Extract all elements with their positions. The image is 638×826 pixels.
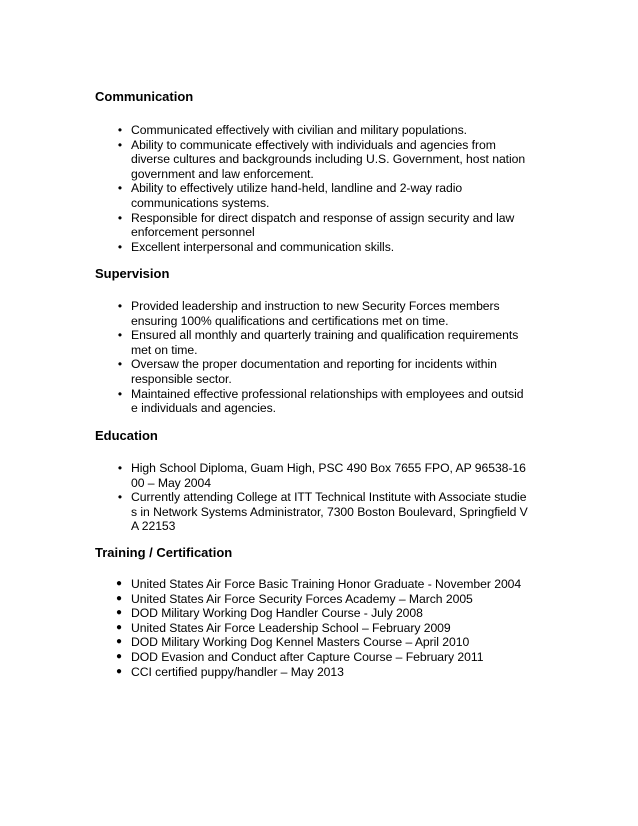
- list-item-text: Provided leadership and instruction to new Security Forces members: [131, 299, 500, 313]
- list-item-text: A 22153: [131, 519, 176, 534]
- bullet-icon: •: [117, 386, 123, 401]
- bullet-icon: •: [117, 181, 123, 196]
- bullet-icon: •: [117, 123, 123, 137]
- list-item-text: United States Air Force Security Forces Academy – March 2005: [131, 591, 473, 606]
- section-supervision: [95, 266, 565, 416]
- section-heading: Education: [95, 428, 158, 443]
- bullet-icon: ●: [116, 665, 122, 677]
- bullet-icon: •: [117, 490, 123, 505]
- list-item-text: Communicated effectively with civilian and military populations.: [131, 123, 467, 137]
- list-item-text: United States Air Force Leadership School – February 2009: [131, 620, 451, 635]
- list-item: [95, 138, 565, 182]
- list-item-text: met on time.: [131, 342, 198, 357]
- list-item-text: s in Network Systems Administrator, 7300 Boston Boulevard, Springfield V: [131, 504, 528, 519]
- bullet-icon: •: [117, 239, 123, 254]
- list-item-text: Ensured all monthly and quarterly training and qualification requirements: [131, 328, 519, 343]
- bullet-icon: ●: [116, 592, 122, 604]
- bullet-icon: ●: [116, 607, 122, 619]
- list-item-text: enforcement personnel: [131, 225, 255, 240]
- bullet-list: [95, 123, 565, 254]
- list-item-text: DOD Evasion and Conduct after Capture Course – February 2011: [131, 649, 484, 664]
- list-item-text: CCI certified puppy/handler – May 2013: [131, 664, 344, 679]
- list-item: [95, 635, 565, 650]
- list-item-text: diverse cultures and backgrounds including U.S. Government, host nation: [131, 152, 526, 167]
- list-item-text: e individuals and agencies.: [131, 401, 277, 416]
- bullet-icon: ●: [116, 578, 122, 589]
- list-item-text: Maintained effective professional relationships with employees and outsid: [131, 386, 524, 401]
- bullet-icon: •: [117, 461, 123, 475]
- list-item: [95, 592, 565, 607]
- list-item: [95, 299, 565, 328]
- bullet-icon: •: [117, 299, 123, 313]
- list-item: [95, 123, 565, 138]
- list-item: [95, 490, 565, 534]
- list-item-text: Ability to communicate effectively with individuals and agencies from: [131, 137, 496, 152]
- list-item: [95, 211, 565, 240]
- list-item-text: High School Diploma, Guam High, PSC 490 Box 7655 FPO, AP 96538-16: [131, 461, 526, 475]
- section-education: [95, 428, 565, 534]
- list-item-text: United States Air Force Basic Training Honor Graduate - November 2004: [131, 577, 522, 591]
- list-item-text: Oversaw the proper documentation and reporting for incidents within: [131, 357, 497, 372]
- list-item-text: DOD Military Working Dog Kennel Masters Course – April 2010: [131, 635, 470, 650]
- list-item: [95, 621, 565, 636]
- section-heading: Training / Certification: [95, 545, 233, 560]
- list-item-text: Responsible for direct dispatch and response of assign security and law: [131, 210, 515, 225]
- bullet-icon: ●: [116, 621, 122, 633]
- list-item: [95, 328, 565, 357]
- list-item-text: responsible sector.: [131, 371, 232, 386]
- bullet-icon: •: [117, 137, 123, 152]
- section-communication: [95, 89, 565, 254]
- list-item: [95, 181, 565, 210]
- list-item: [95, 650, 565, 665]
- bullet-list: [95, 461, 565, 534]
- list-item: [95, 606, 565, 621]
- bullet-list: [95, 577, 565, 679]
- section-training-certification: [95, 545, 565, 679]
- section-heading: Communication: [95, 89, 194, 104]
- list-item: [95, 240, 565, 255]
- list-item-text: Excellent interpersonal and communication skills.: [131, 239, 395, 254]
- list-item-text: ensuring 100% qualifications and certifications met on time.: [131, 313, 449, 328]
- list-item-text: government and law enforcement.: [131, 166, 314, 181]
- list-item: [95, 461, 565, 490]
- list-item-text: DOD Military Working Dog Handler Course - July 2008: [131, 606, 423, 621]
- bullet-icon: •: [117, 210, 123, 225]
- bullet-icon: ●: [116, 650, 122, 662]
- list-item: [95, 577, 565, 592]
- list-item: [95, 665, 565, 680]
- bullet-icon: •: [117, 357, 123, 372]
- list-item: [95, 387, 565, 416]
- bullet-icon: ●: [116, 636, 122, 648]
- list-item-text: Currently attending College at ITT Technical Institute with Associate studie: [131, 490, 527, 505]
- list-item: [95, 357, 565, 386]
- list-item-text: Ability to effectively utilize hand-held, landline and 2-way radio: [131, 181, 463, 196]
- bullet-icon: •: [117, 328, 123, 343]
- list-item-text: communications systems.: [131, 195, 270, 210]
- bullet-list: [95, 299, 565, 416]
- section-heading: Supervision: [95, 266, 170, 281]
- list-item-text: 00 – May 2004: [131, 475, 211, 490]
